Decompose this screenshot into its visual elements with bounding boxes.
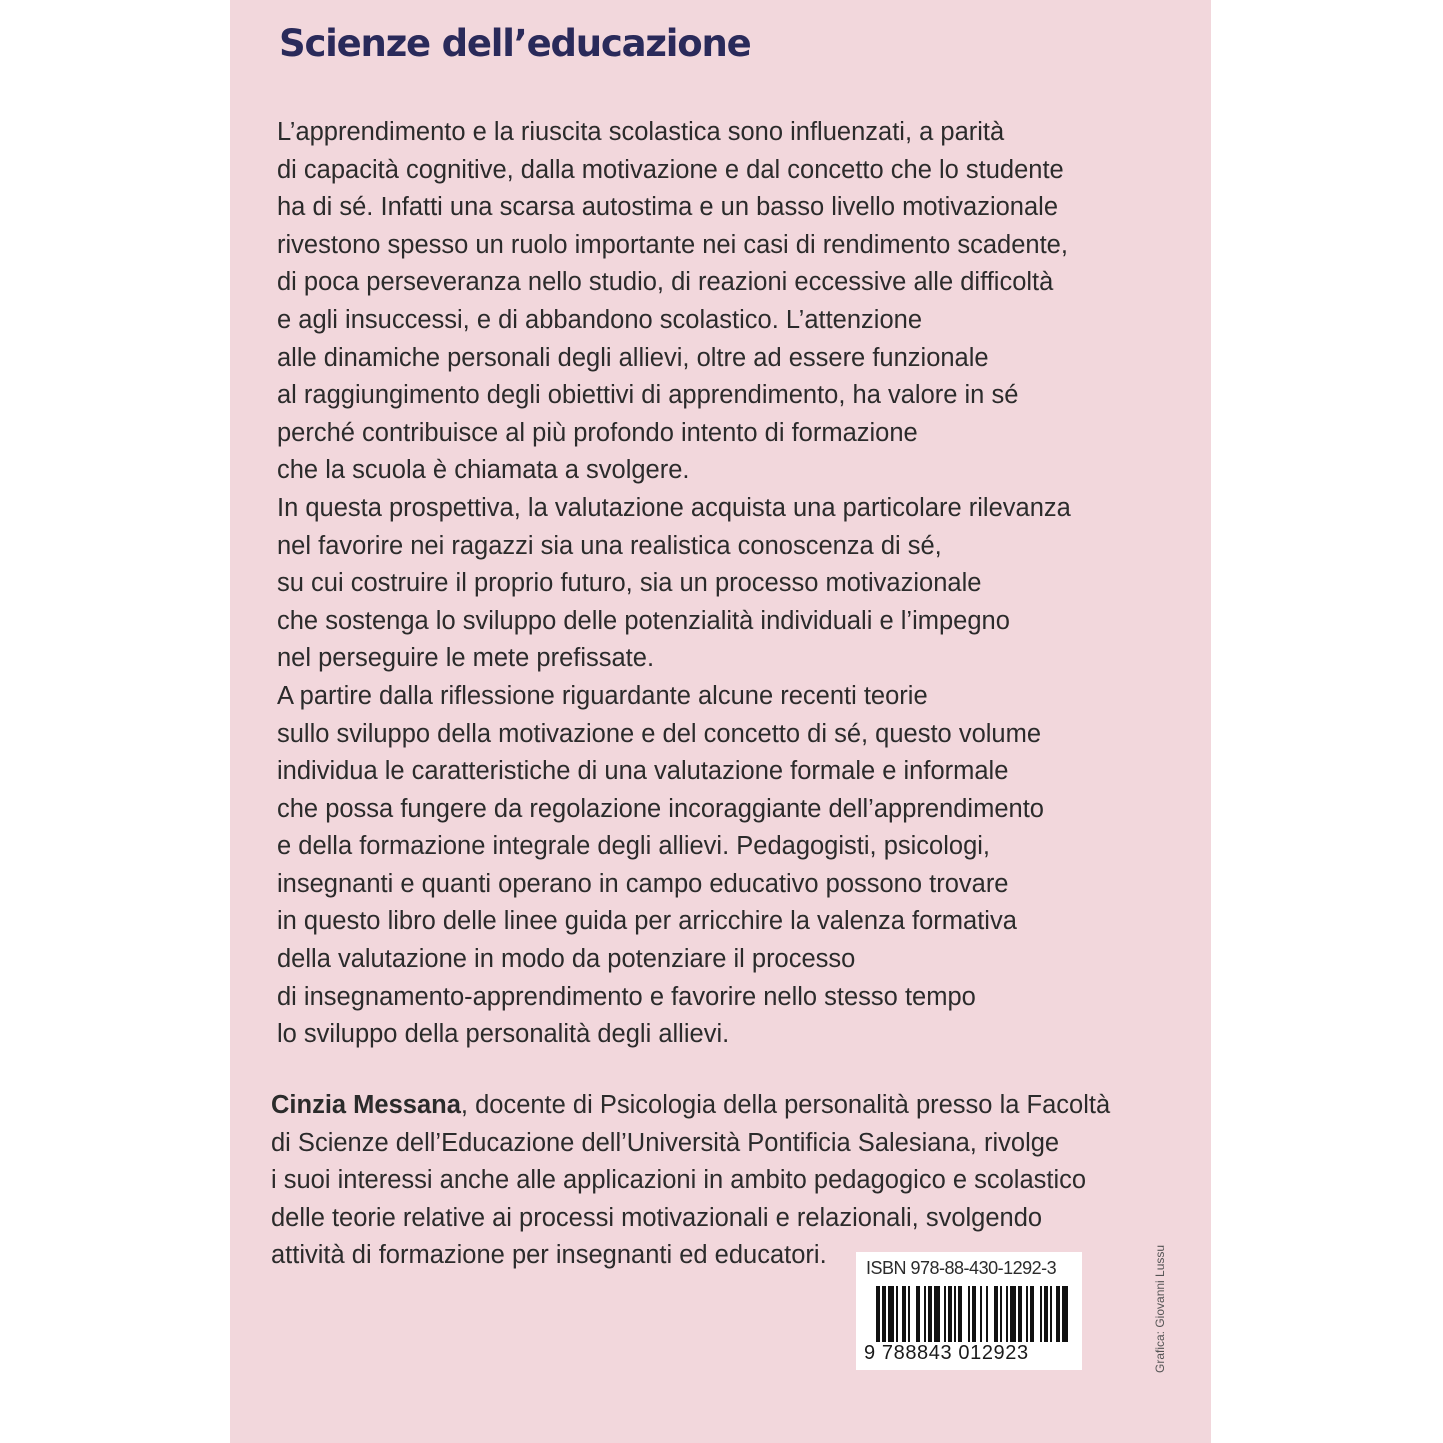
barcode-bar — [1040, 1286, 1042, 1342]
blurb-text — [277, 114, 1177, 1054]
barcode-bar — [954, 1286, 956, 1342]
blurb-line: che possa fungere da regolazione incoraggiante dell’apprendimento — [277, 794, 1044, 823]
barcode-bar — [1000, 1286, 1002, 1342]
author-bio-first-line-rest: , docente di Psicologia della personalità presso la Facoltà — [460, 1091, 1111, 1119]
blurb-line: ha di sé. Infatti una scarsa autostima e un basso livello motivazionale — [277, 193, 1059, 222]
author-bio-line: attività di formazione per insegnanti ed educatori. — [271, 1241, 827, 1270]
blurb-line: A partire dalla riflessione riguardante alcune recenti teorie — [277, 681, 928, 710]
barcode-bar — [882, 1286, 886, 1342]
blurb-line: rivestono spesso un ruolo importante nei casi di rendimento scadente, — [277, 230, 1068, 259]
barcode-bar — [896, 1286, 898, 1342]
author-bio — [271, 1087, 1171, 1275]
barcode-bar — [944, 1286, 946, 1342]
barcode-bar — [902, 1286, 906, 1342]
isbn-label: ISBN 978-88-430-1292-3 — [866, 1258, 1057, 1278]
barcode-bar — [908, 1286, 910, 1342]
barcode-bar — [1018, 1286, 1022, 1342]
series-title: Scienze dell’educazione — [279, 22, 751, 65]
barcode-bar — [1010, 1286, 1016, 1342]
barcode-bar — [916, 1286, 920, 1342]
author-bio-line: i suoi interessi anche alle applicazioni in ambito pedagogico e scolastico — [271, 1166, 1087, 1195]
barcode-bar — [1056, 1286, 1060, 1342]
blurb-line: nel perseguire le mete prefissate. — [277, 644, 655, 673]
author-bio-first-line — [271, 1087, 1171, 1125]
blurb-line: in questo libro delle linee guida per arricchire la valenza formativa — [277, 907, 1017, 936]
blurb-line: e della formazione integrale degli allievi. Pedagogisti, psicologi, — [277, 832, 991, 861]
blurb-line: insegnanti e quanti operano in campo educativo possono trovare — [277, 869, 1009, 898]
barcode-bar — [1026, 1286, 1028, 1342]
author-bio-line: di Scienze dell’Educazione dell’Università Pontificia Salesiana, rivolge — [271, 1128, 1060, 1157]
blurb-line: di insegnamento-apprendimento e favorire nello stesso tempo — [277, 982, 976, 1011]
barcode-bar — [980, 1286, 982, 1342]
graphic-design-credit: Grafica: Giovanni Lussu — [1153, 1244, 1167, 1373]
barcode-bar — [1062, 1286, 1068, 1342]
blurb-line: che sostenga lo sviluppo delle potenzialità individuali e l’impegno — [277, 606, 1010, 635]
barcode-bar — [986, 1286, 988, 1342]
isbn-barcode — [856, 1252, 1082, 1370]
barcode-bar — [934, 1286, 940, 1342]
author-bio-line: delle teorie relative ai processi motivazionali e relazionali, svolgendo — [271, 1203, 1043, 1232]
barcode-bar — [876, 1286, 880, 1342]
barcode-bars — [862, 1286, 1076, 1342]
barcode-bar — [1044, 1286, 1048, 1342]
barcode-bar — [972, 1286, 976, 1342]
barcode-bar — [1006, 1286, 1008, 1342]
barcode-bar — [1050, 1286, 1052, 1342]
barcode-bar — [924, 1286, 926, 1342]
barcode-bar — [968, 1286, 970, 1342]
blurb-line: perché contribuisce al più profondo intento di formazione — [277, 418, 918, 447]
blurb-line: lo sviluppo della personalità degli allievi. — [277, 1020, 730, 1049]
barcode-bar — [958, 1286, 962, 1342]
barcode-bar — [928, 1286, 932, 1342]
blurb-line: di capacità cognitive, dalla motivazione e dal concetto che lo studente — [277, 155, 1064, 184]
barcode-bar — [888, 1286, 894, 1342]
barcode-bar — [994, 1286, 998, 1342]
blurb-line: al raggiungimento degli obiettivi di apprendimento, ha valore in sé — [277, 381, 1019, 410]
barcode-digits: 9 788843 012923 — [864, 1342, 1029, 1364]
barcode-bar — [948, 1286, 952, 1342]
blurb-line: nel favorire nei ragazzi sia una realistica conoscenza di sé, — [277, 531, 942, 560]
blurb-line: su cui costruire il proprio futuro, sia un processo motivazionale — [277, 569, 982, 598]
blurb-line: alle dinamiche personali degli allievi, oltre ad essere funzionale — [277, 343, 989, 372]
blurb-line: e agli insuccessi, e di abbandono scolastico. L’attenzione — [277, 305, 923, 334]
blurb-line: che la scuola è chiamata a svolgere. — [277, 456, 690, 485]
barcode-bar — [1030, 1286, 1034, 1342]
blurb-line: di poca perseveranza nello studio, di reazioni eccessive alle difficoltà — [277, 268, 1054, 297]
blurb-line: sullo sviluppo della motivazione e del concetto di sé, questo volume — [277, 719, 1042, 748]
author-name: Cinzia Messana — [271, 1091, 461, 1119]
blurb-line: In questa prospettiva, la valutazione acquista una particolare rilevanza — [277, 493, 1071, 522]
blurb-line: della valutazione in modo da potenziare il processo — [277, 945, 856, 974]
blurb-line: individua le caratteristiche di una valutazione formale e informale — [277, 757, 1009, 786]
blurb-line: L’apprendimento e la riuscita scolastica sono influenzati, a parità — [277, 118, 1005, 146]
